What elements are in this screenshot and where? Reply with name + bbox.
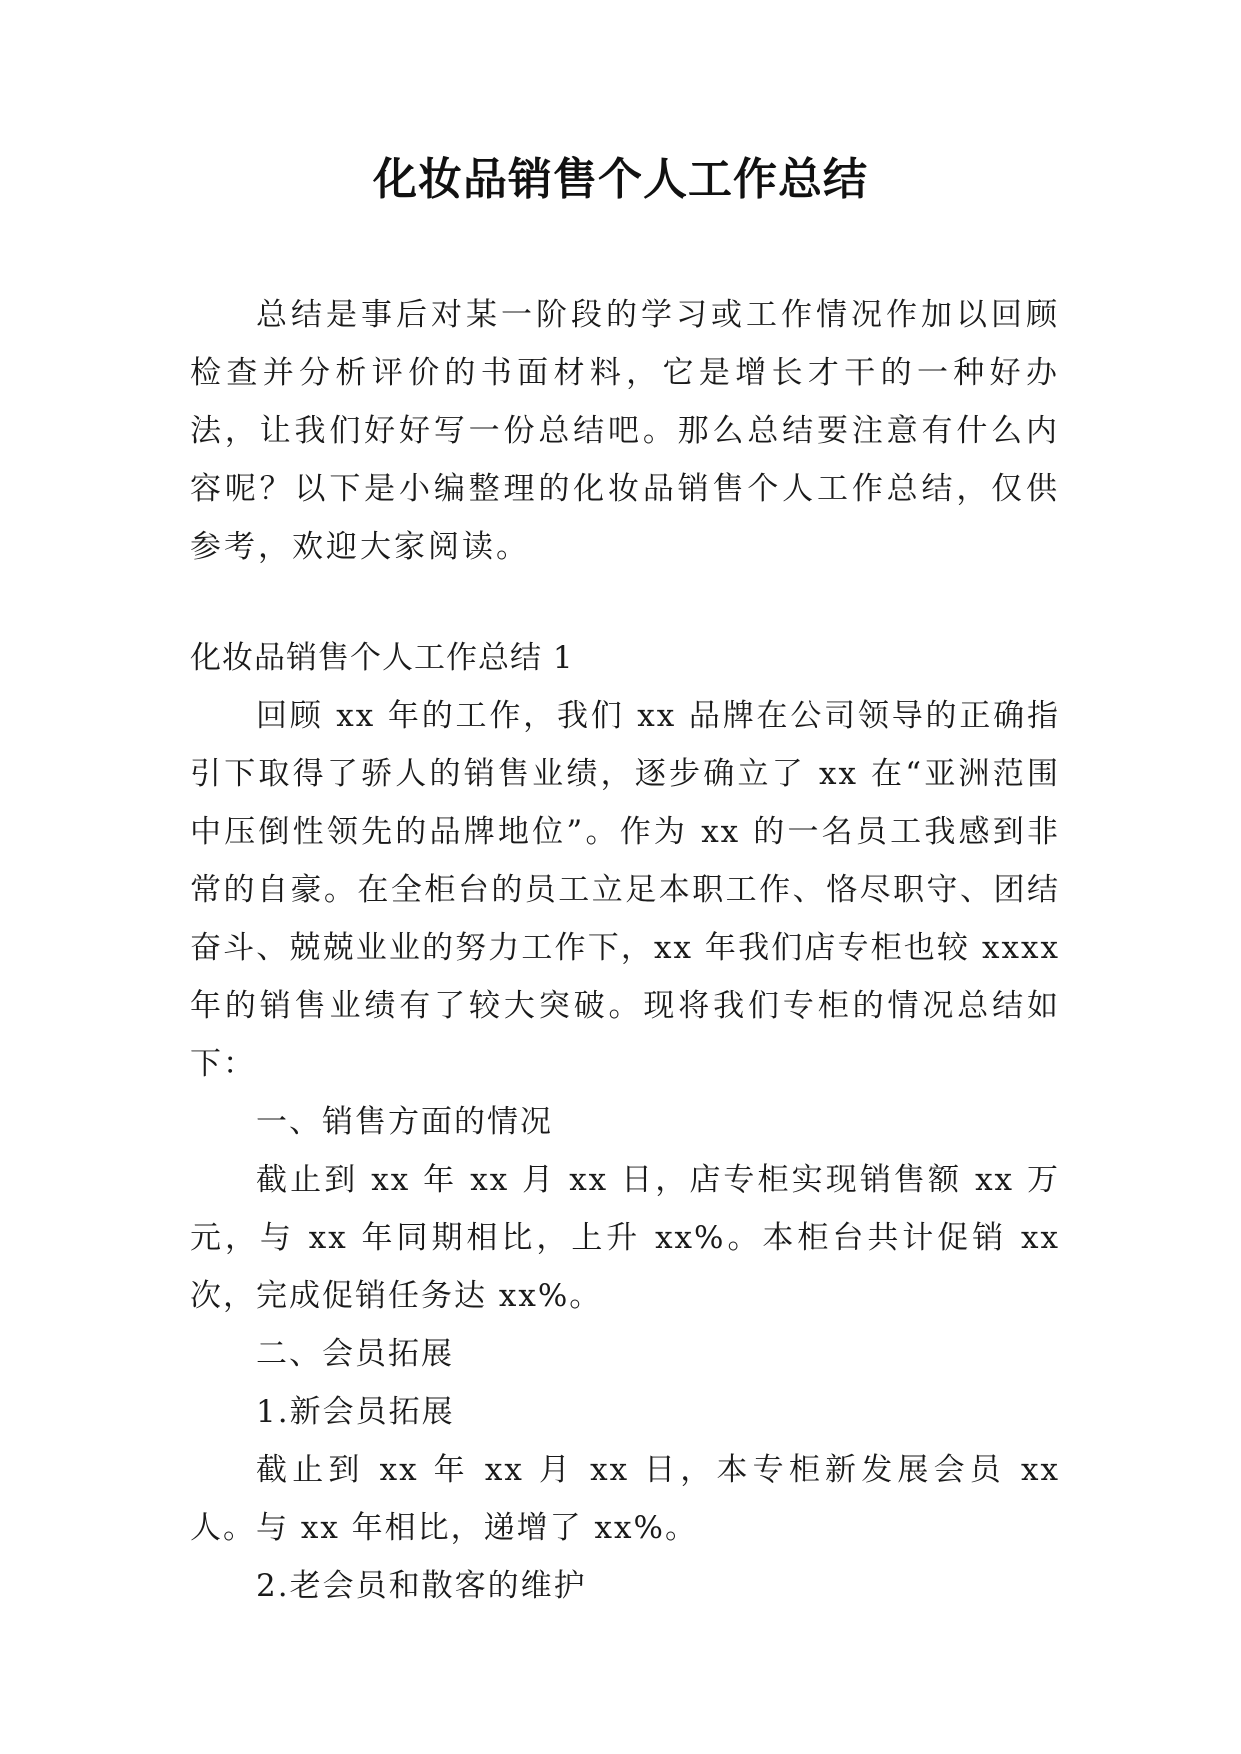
document-body (190, 286, 1060, 1615)
section-title: 化妆品销售个人工作总结 1 (190, 640, 574, 676)
subheading-new-members: 1.新会员拓展 (256, 1394, 455, 1430)
intro-paragraph: 总结是事后对某一阶段的学习或工作情况作加以回顾检查并分析评价的书面材料，它是增长才干的一种好办法，让我们好好写一份总结吧。那么总结要注意有什么内容呢？以下是小编整理的化妆品销售个人工作总结，仅供参考，欢迎大家阅读。 (190, 297, 1060, 565)
heading-members: 二、会员拓展 (256, 1336, 454, 1372)
subheading-old-members: 2.老会员和散客的维护 (256, 1568, 587, 1604)
document-title: 化妆品销售个人工作总结 (373, 154, 868, 205)
paragraph-review: 回顾 xx 年的工作，我们 xx 品牌在公司领导的正确指引下取得了骄人的销售业绩，逐步确立了 xx 在“亚洲范围中压倒性领先的品牌地位”。作为 xx 的一名员工我感到非常的自豪。在全柜台的员工立足本职工作、恪尽职守、团结奋斗、兢兢业业的努力工作下，xx 年我们店专柜也较 xxxx 年的销售业绩有了较大突破。现将我们专柜的情况总结如下： (190, 698, 1060, 1082)
heading-sales: 一、销售方面的情况 (256, 1104, 553, 1140)
paragraph-new-members: 截止到 xx 年 xx 月 xx 日，本专柜新发展会员 xx 人。与 xx 年相比，递增了 xx%。 (190, 1452, 1060, 1546)
paragraph-sales: 截止到 xx 年 xx 月 xx 日，店专柜实现销售额 xx 万元，与 xx 年同期相比，上升 xx%。本柜台共计促销 xx 次，完成促销任务达 xx%。 (190, 1162, 1060, 1314)
